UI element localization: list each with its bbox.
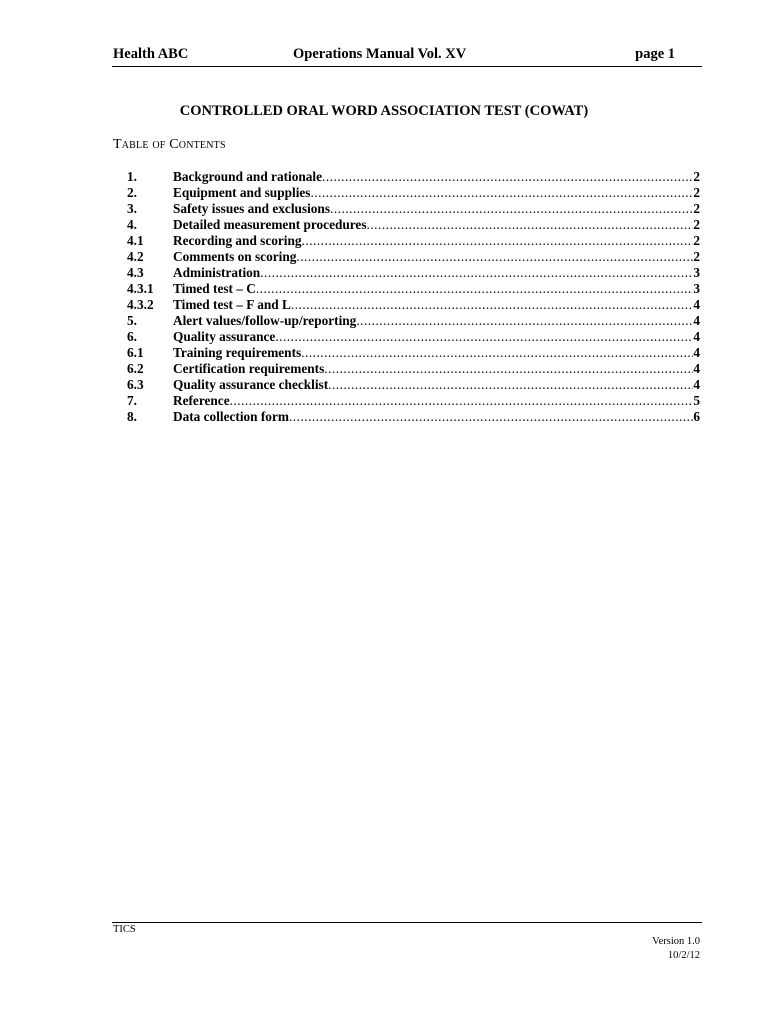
toc-entry-number: 5. <box>127 313 137 328</box>
document-title: CONTROLLED ORAL WORD ASSOCIATION TEST (COWAT) <box>179 103 589 119</box>
toc-dot-leader <box>296 249 693 265</box>
toc-entry-page: 6 <box>693 409 700 424</box>
toc-entry-page: 4 <box>693 361 700 376</box>
toc-entry-title: Data collection form <box>173 409 289 424</box>
footer-date: 10/2/12 <box>667 950 700 961</box>
toc-entry-title: Reference <box>173 393 230 408</box>
toc-entry-title: Quality assurance <box>173 329 276 344</box>
toc-entry-page: 2 <box>693 201 700 216</box>
toc-entry[interactable] <box>127 361 700 377</box>
toc-dot-leader <box>256 281 693 297</box>
toc-entry[interactable] <box>127 201 700 217</box>
toc-entry-title: Recording and scoring <box>173 233 302 248</box>
toc-entry[interactable] <box>127 345 700 361</box>
footer-version: Version 1.0 <box>652 936 700 947</box>
page-header <box>112 46 702 67</box>
toc-entry-page: 3 <box>693 265 700 280</box>
toc-entry-page: 4 <box>693 313 700 328</box>
header-organization: Health ABC <box>113 46 189 62</box>
toc-dot-leader <box>289 409 693 425</box>
toc-entry[interactable] <box>127 217 700 233</box>
toc-entry-page: 5 <box>693 393 700 408</box>
toc-entry-page: 4 <box>693 377 700 392</box>
toc-entry-page: 2 <box>693 217 700 232</box>
toc-entry[interactable] <box>127 377 700 393</box>
toc-entry-page: 2 <box>693 169 700 184</box>
toc-dot-leader <box>291 297 694 313</box>
toc-entry-title: Quality assurance checklist <box>173 377 329 392</box>
toc-entry-title: Timed test – F and L <box>173 297 291 312</box>
toc-entry-page: 2 <box>693 249 700 264</box>
toc-entry-title: Safety issues and exclusions <box>173 201 331 216</box>
toc-entry-number: 6.3 <box>127 377 144 392</box>
toc-entry-number: 4.3 <box>127 265 144 280</box>
toc-entry-title: Training requirements <box>173 345 302 360</box>
toc-entry-number: 4.3.1 <box>127 281 154 296</box>
toc-entry-number: 8. <box>127 409 137 424</box>
toc-entry[interactable] <box>127 393 700 409</box>
toc-entry-title: Administration <box>173 265 261 280</box>
toc-dot-leader <box>322 169 693 185</box>
toc-heading: Table of Contents <box>113 137 226 152</box>
toc-entry-page: 2 <box>693 185 700 200</box>
toc-dot-leader <box>260 265 693 281</box>
toc-entry[interactable] <box>127 185 700 201</box>
toc-entry-number: 1. <box>127 169 137 184</box>
toc-entry[interactable] <box>127 233 700 249</box>
toc-entry-page: 4 <box>693 329 700 344</box>
footer-label: TICS <box>113 924 136 935</box>
toc-entry-page: 4 <box>693 345 700 360</box>
toc-dot-leader <box>275 329 693 345</box>
toc-entry[interactable] <box>127 409 700 425</box>
toc-entry-number: 3. <box>127 201 137 216</box>
toc-dot-leader <box>310 185 693 201</box>
toc-entry-number: 6. <box>127 329 137 344</box>
toc-entry-number: 2. <box>127 185 137 200</box>
toc-entry-number: 4.3.2 <box>127 297 154 312</box>
toc-entry-title: Comments on scoring <box>173 249 297 264</box>
toc-dot-leader <box>324 361 693 377</box>
toc-entry-number: 6.2 <box>127 361 144 376</box>
toc-entry[interactable] <box>127 313 700 329</box>
toc-entry-title: Timed test – C <box>173 281 256 296</box>
toc-entry[interactable] <box>127 249 700 265</box>
toc-entry-number: 4.1 <box>127 233 144 248</box>
toc-entry-number: 4.2 <box>127 249 144 264</box>
toc-entry-number: 7. <box>127 393 137 408</box>
header-manual-title: Operations Manual Vol. XV <box>293 46 467 62</box>
toc-entry-page: 4 <box>693 297 700 312</box>
toc-entry[interactable] <box>127 169 700 185</box>
toc-entry-title: Background and rationale <box>173 169 323 184</box>
toc-entry-page: 3 <box>693 281 700 296</box>
header-page-number: page 1 <box>635 46 675 62</box>
toc-entry-title: Alert values/follow-up/reporting <box>173 313 357 328</box>
toc-entry-title: Detailed measurement procedures <box>173 217 367 232</box>
footer-version-block <box>652 935 700 963</box>
toc-entry-title: Equipment and supplies <box>173 185 311 200</box>
toc-entry[interactable] <box>127 265 700 281</box>
toc-entry-number: 4. <box>127 217 137 232</box>
toc-entry-title: Certification requirements <box>173 361 325 376</box>
toc-entry-page: 2 <box>693 233 700 248</box>
toc-dot-leader <box>328 377 693 393</box>
toc-dot-leader <box>301 345 693 361</box>
toc-entry[interactable] <box>127 297 700 313</box>
footer-divider <box>112 922 702 923</box>
toc-dot-leader <box>330 201 693 217</box>
toc-entry[interactable] <box>127 329 700 345</box>
toc-dot-leader <box>356 313 693 329</box>
toc-dot-leader <box>302 233 694 249</box>
table-of-contents <box>127 169 700 425</box>
toc-dot-leader <box>367 217 694 233</box>
toc-entry[interactable] <box>127 281 700 297</box>
toc-dot-leader <box>230 393 694 409</box>
toc-entry-number: 6.1 <box>127 345 144 360</box>
